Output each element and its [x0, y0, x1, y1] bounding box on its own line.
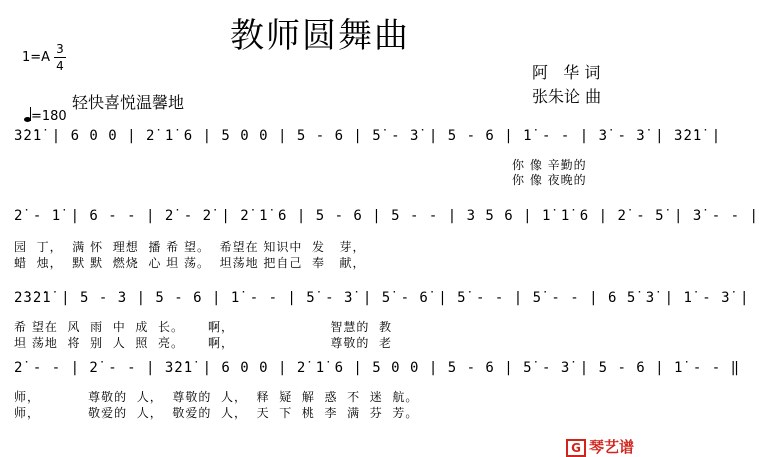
time-sig-top: 3: [56, 42, 64, 56]
lyric-line-3b: 坦 荡地 将 别 人 照 亮。 啊， 尊敬的 老: [14, 336, 392, 350]
lyric-line-1b: 你 像 夜晚的: [512, 173, 587, 187]
music-line-4: 2̇ - - | 2̇ - - | 3̇2̇1̇ | 6 0 0 | 2̇ 1̇ 6 | 5 0 0 | 5 - 6 | 5̇ - 3̇ | 5 - 6 | 1̇ - - ‖: [14, 360, 741, 376]
music-line-1: 3̇2̇1̇ | 6 0 0 | 2̇ 1̇ 6 | 5 0 0 | 5 - 6 | 5̇ - 3̇ | 5 - 6 | 1̇ - - | 3̇ - 3̇ | 3̇2̇1̇ |: [14, 128, 722, 144]
music-line-2: 2̇ - 1̇ | 6 - - | 2̇ - 2̇ | 2̇ 1̇ 6 | 5 - 6 | 5 - - | 3 5 6 | 1̇ 1̇ 6 | 2̇ - 5̇ | 3̇ - - |: [14, 208, 759, 224]
tempo-value: =180: [30, 109, 67, 124]
lyric-line-4a: 师， 尊敬的 人， 尊敬的 人， 释 疑 解 惑 不 迷 航。: [14, 390, 419, 404]
time-sig-bottom: 4: [56, 59, 64, 73]
time-signature: [54, 42, 66, 73]
lyric-line-2b: 蜡 烛， 默 默 燃烧 心 坦 荡。 坦荡地 把自己 奉 献，: [14, 256, 366, 270]
watermark-text: 琴艺谱: [588, 438, 634, 456]
lyric-line-2a: 园 丁， 满 怀 理想 播 希 望。 希望在 知识中 发 芽，: [14, 240, 366, 254]
watermark-logo: [556, 418, 634, 457]
lyric-line-4b: 师， 敬爱的 人， 敬爱的 人， 天 下 桃 李 满 芬 芳。: [14, 406, 419, 420]
composer-credit: 张朱论 曲: [532, 87, 602, 106]
watermark-icon: G: [566, 439, 586, 457]
lyric-line-1a: 你 像 辛勤的: [512, 158, 587, 172]
song-title: 教师圆舞曲: [230, 16, 410, 56]
tempo-marking: [16, 92, 67, 124]
lyricist-credit: 阿 华 词: [532, 63, 601, 82]
expression-marking: 轻快喜悦温馨地: [72, 93, 185, 112]
music-line-3: 2̇3̇2̇1̇ | 5 - 3 | 5 - 6 | 1̇ - - | 5̇ - 3̇ | 5̇ - 6̇ | 5̇ - - | 5̇ - - | 6 5̇ 3̇ | 1̇ - 3̇ |: [14, 290, 750, 306]
lyric-line-3a: 希 望在 风 雨 中 成 长。 啊， 智慧的 教: [14, 320, 392, 334]
key-signature: 1=A: [22, 50, 51, 65]
time-sig-line: [54, 57, 66, 58]
